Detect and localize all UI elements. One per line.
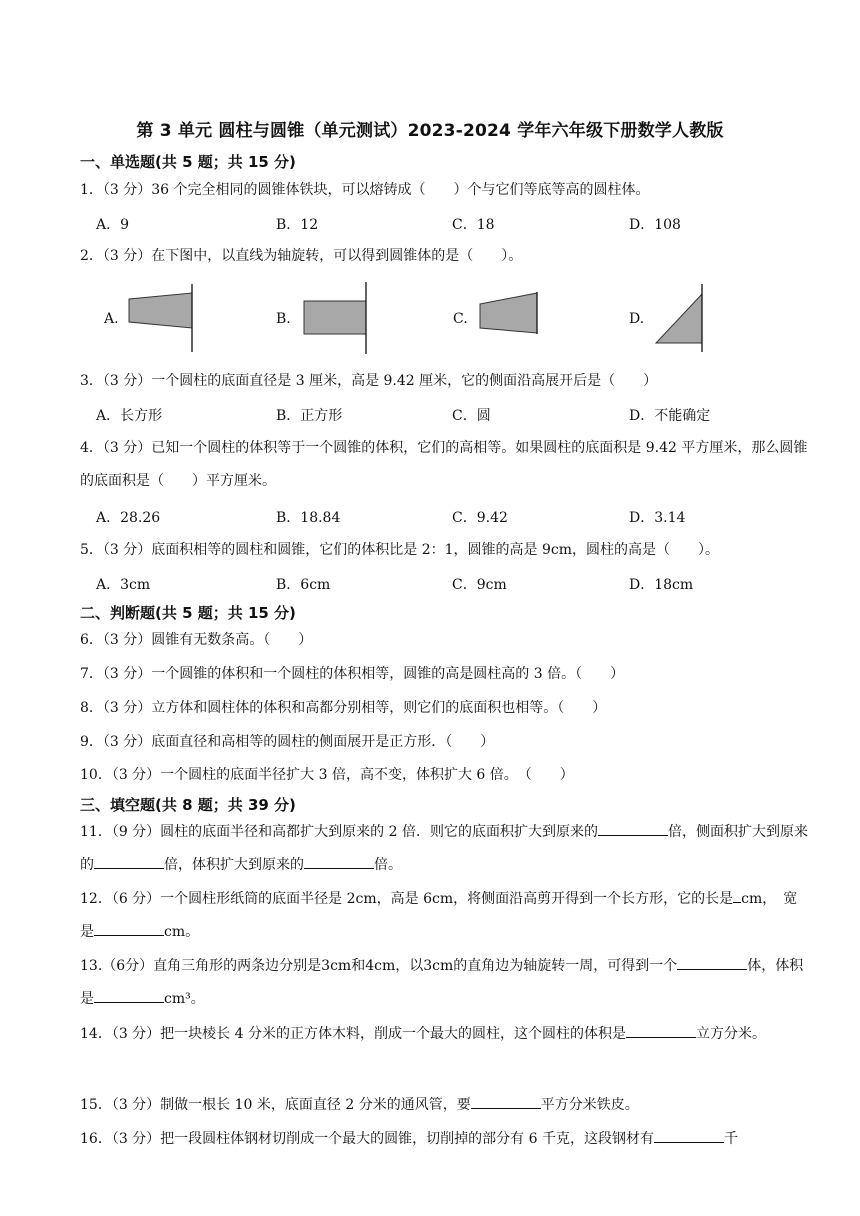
question-14 — [80, 1018, 810, 1051]
section-heading-fill-blank: 三、填空题(共 8 题；共 39 分) — [80, 796, 296, 814]
q5-option-a: A．3cm — [96, 577, 151, 593]
question-10: 10．（3 分）一个圆柱的底面半径扩大 3 倍，高不变，体积扩大 6 倍。 （ ） — [80, 767, 574, 783]
question-12 — [80, 883, 810, 949]
q11-text-b: 倍，侧面积扩大到原来的 — [80, 824, 808, 873]
q2-option-a: A. — [104, 311, 119, 327]
q12-text-b: cm， 宽是 — [80, 891, 798, 940]
q12-blank-1[interactable] — [733, 888, 741, 903]
question-3: 3．（3 分）一个圆柱的底面直径是 3 厘米，高是 9.42 厘米，它的侧面沿高展开后是（ ） — [80, 373, 658, 389]
section-heading-single-choice: 一、单选题(共 5 题；共 15 分) — [80, 153, 296, 171]
q13-text-c: cm³。 — [164, 991, 205, 1007]
question-4: 4．（3 分）已知一个圆柱的体积等于一个圆锥的体积，它们的高相等。如果圆柱的底面积是 9.42 平方厘米，那么圆锥的底面积是（ ）平方厘米。 — [80, 440, 808, 489]
q14-blank-1[interactable] — [626, 1023, 696, 1038]
q2-figure-c-trapezoid — [476, 282, 546, 354]
q1-option-c: C．18 — [452, 217, 495, 233]
page-title: 第 3 单元 圆柱与圆锥（单元测试）2023-2024 学年六年级下册数学人教版 — [136, 121, 724, 141]
q15-blank-1[interactable] — [471, 1094, 541, 1109]
question-11 — [80, 816, 810, 882]
q2-option-b: B. — [276, 311, 291, 327]
q3-option-a: A．长方形 — [96, 408, 163, 424]
q13-text-a: 13.（6分）直角三角形的两条边分别是3cm和4cm，以3cm的直角边为轴旋转一周，可得到一个 — [80, 958, 678, 974]
q11-text-a: 11．（9 分）圆柱的底面半径和高都扩大到原来的 2 倍．则它的底面积扩大到原来的 — [80, 824, 598, 840]
q15-text-b: 平方分米铁皮。 — [540, 1097, 639, 1113]
q3-option-c: C．圆 — [452, 408, 491, 424]
q14-text-a: 14．（3 分）把一块棱长 4 分米的正方体木料，削成一个最大的圆柱，这个圆柱的体积是 — [80, 1026, 626, 1042]
section-heading-true-false: 二、判断题(共 5 题；共 15 分) — [80, 604, 296, 622]
question-13 — [80, 950, 810, 1016]
q14-text-b: 立方分米。 — [695, 1026, 766, 1042]
q4-option-b: B．18.84 — [276, 510, 341, 526]
q4-option-a: A．28.26 — [96, 510, 161, 526]
q11-text-d: 倍。 — [374, 857, 402, 873]
q3-option-b: B．正方形 — [276, 408, 343, 424]
q1-option-b: B．12 — [276, 217, 319, 233]
q11-text-c: 倍，体积扩大到原来的 — [164, 857, 304, 873]
question-15 — [80, 1094, 810, 1115]
q13-blank-2[interactable] — [94, 988, 164, 1003]
q3-option-d: D．不能确定 — [629, 408, 711, 424]
q12-blank-2[interactable] — [94, 921, 164, 936]
q4-option-c: C．9.42 — [452, 510, 508, 526]
question-7: 7．（3 分）一个圆锥的体积和一个圆柱的体积相等，圆锥的高是圆柱高的 3 倍。（ ） — [80, 666, 625, 682]
q11-blank-1[interactable] — [598, 821, 668, 836]
q5-option-b: B．6cm — [276, 577, 331, 593]
q16-blank-1[interactable] — [654, 1128, 724, 1143]
q4-option-d: D．3.14 — [629, 510, 686, 526]
q1-option-a: A．9 — [96, 217, 130, 233]
q16-text-b: 千 — [723, 1131, 738, 1147]
q12-text-a: 12．（6 分）一个圆柱形纸筒的底面半径是 2cm，高是 6cm，将侧面沿高剪开得到一个长方形，它的长是 — [80, 891, 734, 907]
q15-text-a: 15．（3 分）制做一根长 10 米，底面直径 2 分米的通风管，要 — [80, 1097, 471, 1113]
q2-figure-a-trapezoid — [124, 282, 204, 354]
question-1: 1．（3 分）36 个完全相同的圆锥体铁块，可以熔铸成（ ）个与它们等底等高的圆柱体。 — [80, 182, 650, 198]
question-9: 9．（3 分）底面直径和高相等的圆柱的侧面展开是正方形．（ ） — [80, 734, 495, 750]
q5-option-d: D．18cm — [629, 577, 694, 593]
question-2: 2．（3 分）在下图中，以直线为轴旋转，可以得到圆锥体的是（ ）。 — [80, 248, 523, 264]
q5-option-c: C．9cm — [452, 577, 507, 593]
q11-blank-2[interactable] — [94, 854, 164, 869]
question-8: 8．（3 分）立方体和圆柱体的体积和高都分别相等，则它们的底面积也相等。（ ） — [80, 700, 607, 716]
q11-blank-3[interactable] — [304, 854, 374, 869]
q16-text-a: 16．（3 分）把一段圆柱体钢材切削成一个最大的圆锥，切削掉的部分有 6 千克，这段钢材有 — [80, 1131, 654, 1147]
question-5: 5．（3 分）底面积相等的圆柱和圆锥，它们的体积比是 2：1，圆锥的高是 9cm，圆柱的高是（ ）。 — [80, 542, 720, 558]
q12-text-c: cm。 — [164, 924, 200, 940]
q1-option-d: D．108 — [629, 217, 681, 233]
q2-figure-d-triangle — [652, 282, 712, 354]
q13-blank-1[interactable] — [677, 955, 747, 970]
question-6: 6．（3 分）圆锥有无数条高。（ ） — [80, 632, 313, 648]
question-16 — [80, 1128, 810, 1149]
q2-option-d: D. — [629, 311, 645, 327]
q13-text-b: 体，体积是 — [80, 958, 804, 1007]
q2-figure-b-rectangle — [298, 282, 378, 354]
q2-option-c: C. — [453, 311, 468, 327]
